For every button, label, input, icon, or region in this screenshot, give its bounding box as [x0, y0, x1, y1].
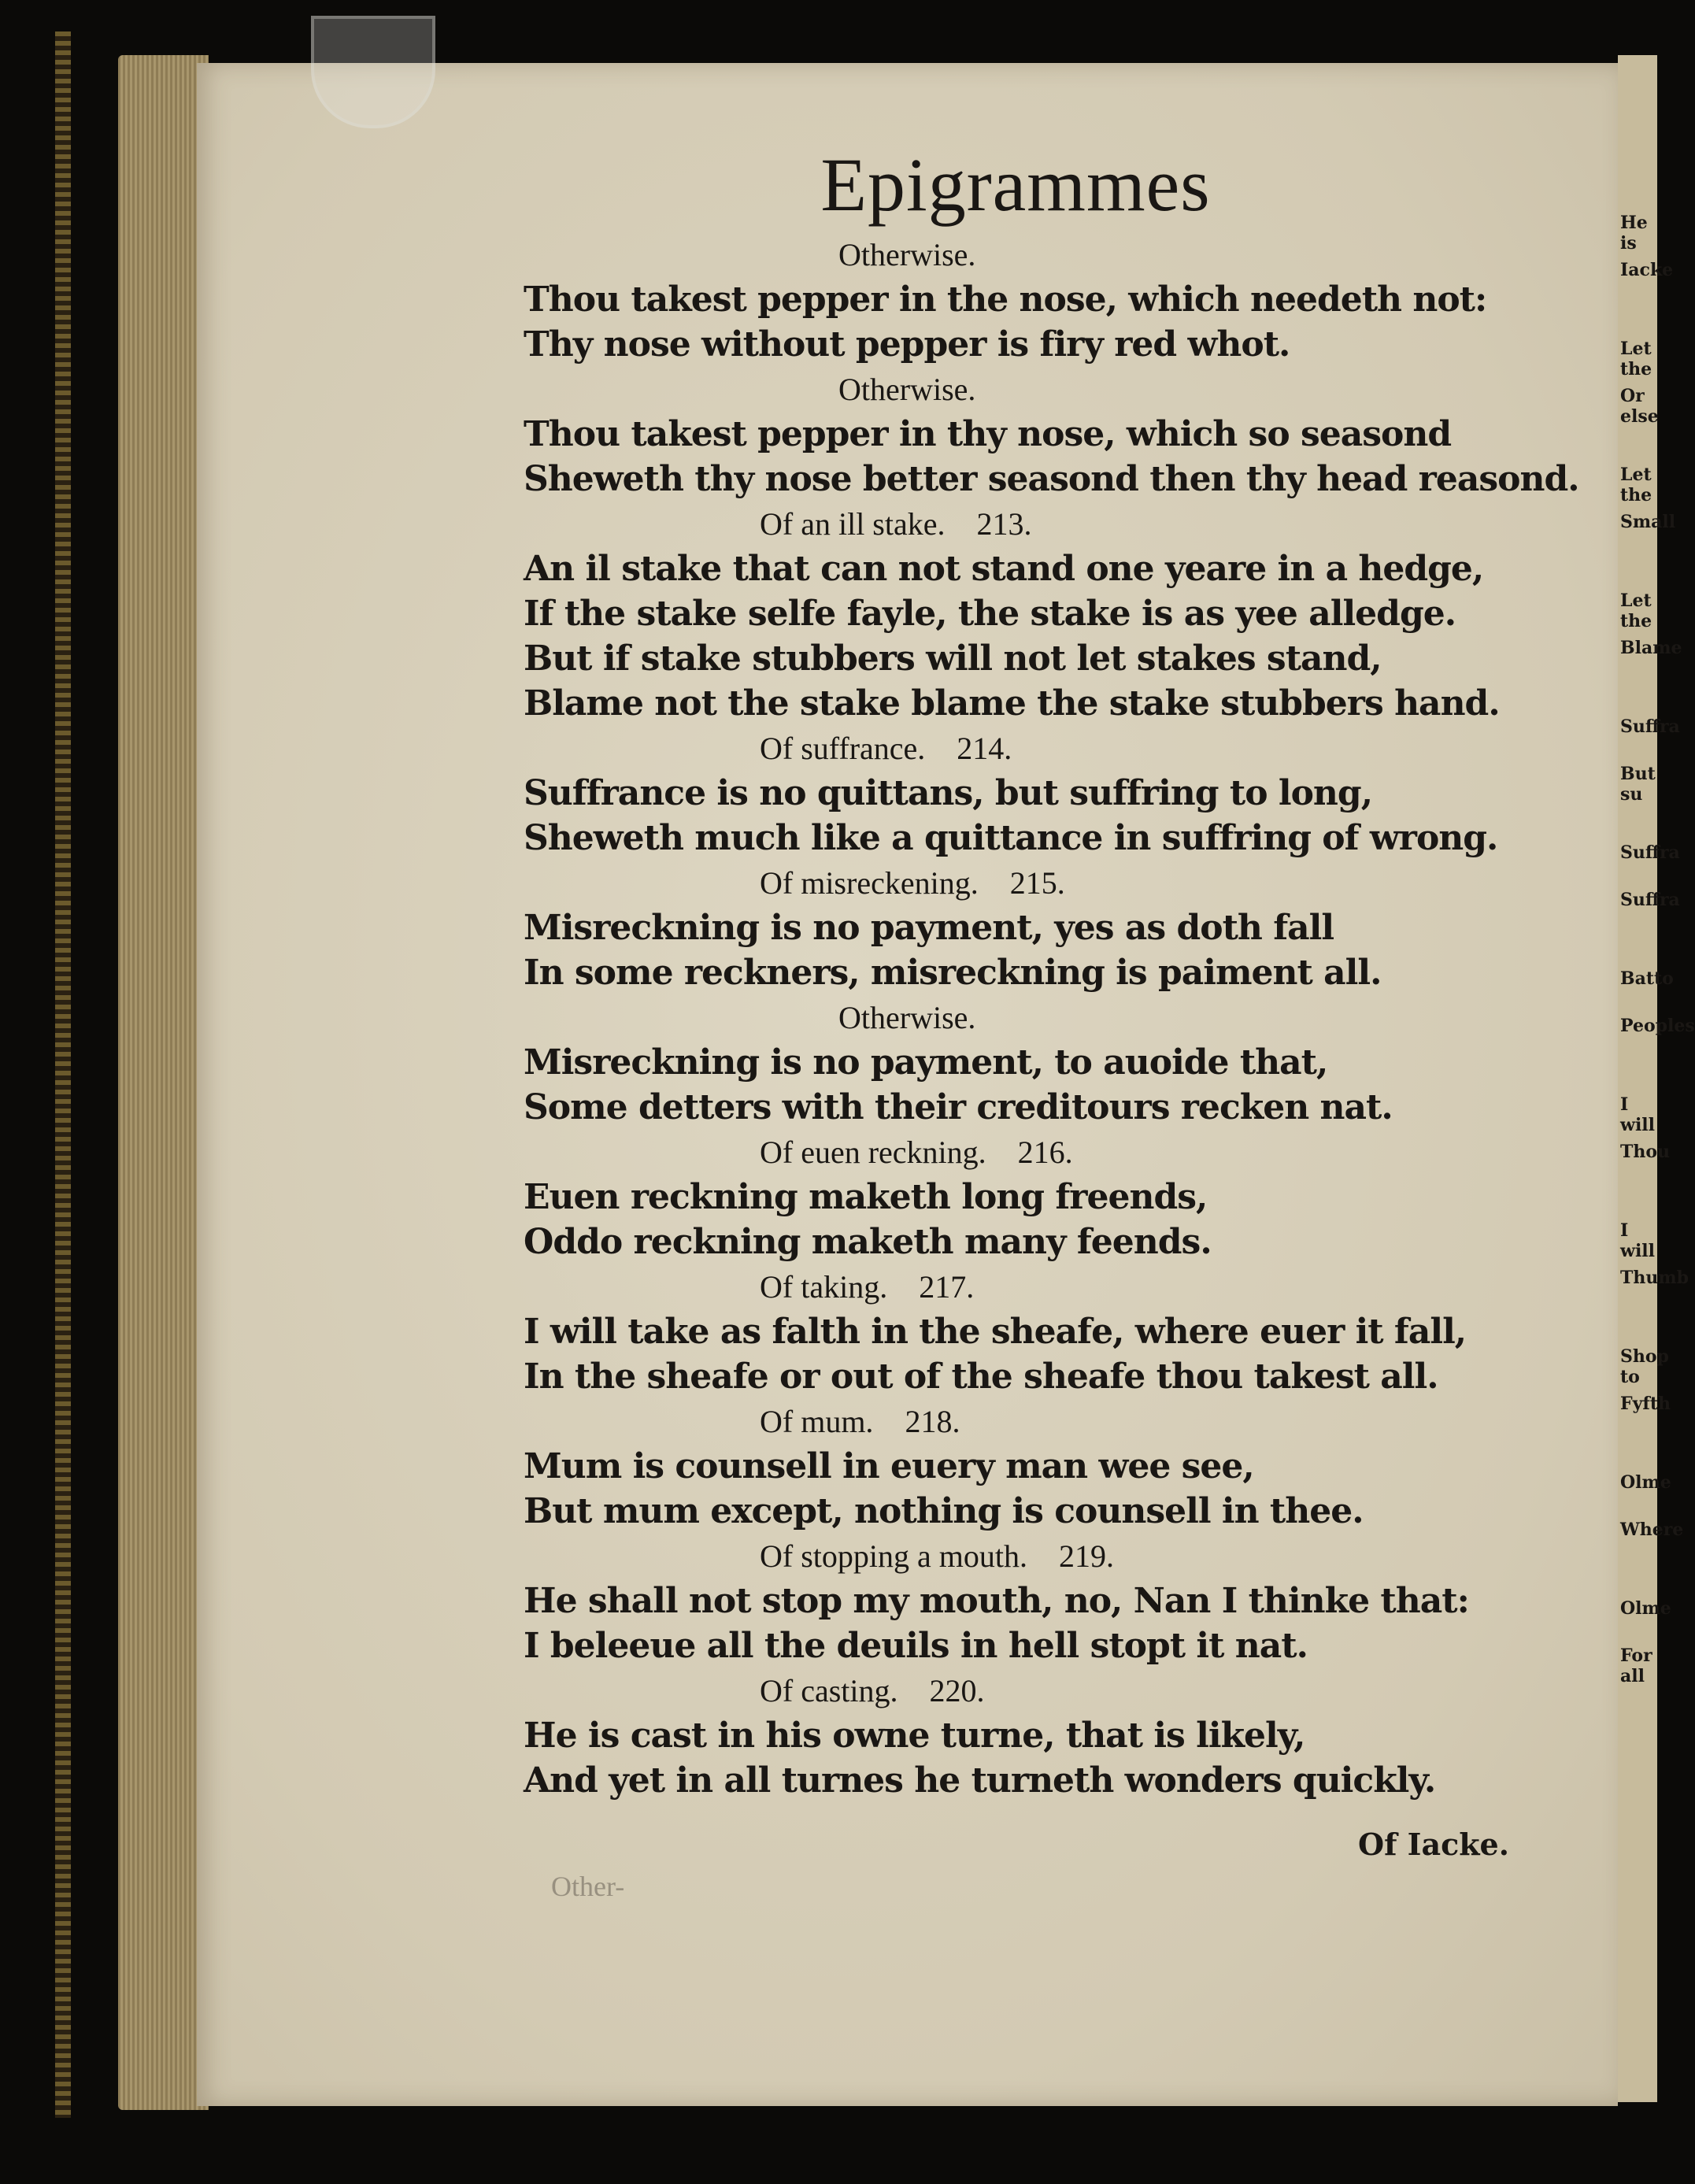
fragment-word: Olme: [1620, 1598, 1671, 1619]
epigram-heading: [524, 502, 1555, 546]
facing-page-fragment: [1620, 1472, 1684, 1598]
heading-title: Otherwise.: [838, 372, 976, 407]
facing-page-fragment: [1620, 716, 1680, 842]
fragment-word: Suffra: [1620, 716, 1680, 737]
facing-page-fragment: [1620, 339, 1659, 465]
page-text: [524, 138, 1579, 1803]
verse-line: Thy nose without pepper is firy red whot.: [524, 324, 1290, 365]
verse-line: Misreckning is no payment, yes as doth fall: [524, 908, 1334, 948]
verse-line: I beleeue all the deuils in hell stopt it nat.: [524, 1626, 1308, 1666]
verse-line: Some detters with their creditours recken nat.: [524, 1087, 1393, 1127]
epigram-heading: [524, 1534, 1555, 1579]
verse-line: In the sheafe or out of the sheafe thou takest all.: [524, 1357, 1438, 1397]
facing-page-fragment: [1620, 968, 1695, 1094]
verse-line: Oddo reckning maketh many feends.: [524, 1222, 1212, 1262]
fragment-word: Blame: [1620, 638, 1682, 658]
verse-line: Suffrance is no quittans, but suffring to long,: [524, 773, 1373, 813]
page-fore-edge: [118, 55, 209, 2110]
fragment-word: Let the: [1620, 339, 1652, 379]
verse-line: Euen reckning maketh long freends,: [524, 1177, 1208, 1217]
epigram-number: 216.: [1017, 1135, 1073, 1170]
facing-page-fragment: [1620, 1598, 1671, 1724]
verse-line: Sheweth thy nose better seasond then thy head reasond.: [524, 459, 1579, 499]
verse-line: And yet in all turnes he turneth wonders quickly.: [524, 1760, 1436, 1801]
fragment-word: Suffra: [1620, 842, 1680, 863]
heading-title: Of taking.: [760, 1269, 888, 1305]
heading-title: Of stopping a mouth.: [760, 1538, 1027, 1574]
signature-mark: Other-: [551, 1871, 625, 1902]
fragment-word: I will: [1620, 1220, 1656, 1261]
facing-page-fragment: [1620, 1094, 1671, 1220]
verse-line: Sheweth much like a quittance in suffring of wrong.: [524, 818, 1498, 858]
epigram-heading: [524, 1264, 1555, 1309]
fragment-word: I will: [1620, 1094, 1656, 1135]
fragment-word: Thumb: [1620, 1268, 1689, 1288]
fragment-word: Small: [1620, 512, 1676, 532]
epigram-heading: [524, 1399, 1555, 1444]
fragment-word: Let the: [1620, 465, 1652, 505]
fragment-word: For all: [1620, 1645, 1652, 1686]
epigram-heading: [524, 726, 1555, 771]
facing-page-fragment: [1620, 842, 1680, 968]
epigram-heading: [524, 1130, 1555, 1175]
fragment-word: He is: [1620, 213, 1648, 254]
facing-page-fragment: [1620, 1346, 1671, 1472]
fragment-word: Batto: [1620, 968, 1674, 989]
heading-title: Of suffrance.: [760, 731, 926, 766]
verse-line: But if stake stubbers will not let stakes stand,: [524, 639, 1382, 679]
verse-line: Misreckning is no payment, to auoide that,: [524, 1042, 1328, 1083]
book-spine-edge: [55, 31, 71, 2118]
epigram-heading: [524, 1668, 1555, 1713]
epigram-heading: [524, 861, 1555, 905]
heading-title: Of euen reckning.: [760, 1135, 986, 1170]
epigram-number: 217.: [919, 1269, 975, 1305]
heading-title: Of casting.: [760, 1673, 898, 1708]
epigram-number: 220.: [929, 1673, 985, 1708]
verse-line: But mum except, nothing is counsell in thee.: [524, 1491, 1364, 1531]
fragment-word: Let the: [1620, 590, 1652, 631]
heading-title: Of misreckening.: [760, 865, 979, 901]
verse-line: An il stake that can not stand one yeare in a hedge,: [524, 549, 1484, 589]
verse-line: I will take as falth in the sheafe, where euer it fall,: [524, 1312, 1467, 1352]
epigram-number: 215.: [1009, 865, 1065, 901]
fragment-word: Iacke: [1620, 260, 1674, 280]
verse-line: Thou takest pepper in the nose, which needeth not:: [524, 279, 1487, 320]
fragment-word: Shop to: [1620, 1346, 1669, 1387]
heading-title: Otherwise.: [838, 1000, 976, 1035]
heading-title: Of mum.: [760, 1404, 874, 1439]
facing-page-fragment: [1620, 1220, 1689, 1346]
verse-lines: [524, 232, 1579, 1803]
running-head: Epigrammes: [820, 143, 1211, 227]
epigram-heading: [524, 995, 1555, 1040]
verse-line: He is cast in his owne turne, that is likely,: [524, 1716, 1305, 1756]
verse-line: Thou takest pepper in thy nose, which so seasond: [524, 414, 1452, 454]
fragment-word: But su: [1620, 764, 1656, 805]
epigram-heading: [524, 232, 1555, 277]
epigram-number: 219.: [1058, 1538, 1114, 1574]
fragment-word: Peoples: [1620, 1016, 1695, 1036]
fragment-word: Where: [1620, 1520, 1684, 1540]
facing-page-fragment: [1620, 213, 1674, 339]
fragment-word: Thou: [1620, 1142, 1671, 1162]
facing-page-fragment: [1620, 465, 1676, 590]
verse-line: Blame not the stake blame the stake stubbers hand.: [524, 683, 1500, 724]
fragment-word: Or else: [1620, 386, 1659, 427]
fragment-word: Suffra: [1620, 890, 1680, 910]
verse-line: Mum is counsell in euery man wee see,: [524, 1446, 1254, 1486]
verse-line: In some reckners, misreckning is paiment all.: [524, 953, 1382, 993]
verse-line: He shall not stop my mouth, no, Nan I thinke that:: [524, 1581, 1469, 1621]
epigram-number: 218.: [905, 1404, 960, 1439]
fragment-word: Fyfth: [1620, 1394, 1671, 1414]
heading-title: Otherwise.: [838, 237, 976, 272]
epigram-heading: [524, 367, 1555, 412]
page-clip: [311, 16, 435, 128]
verse-line: If the stake selfe fayle, the stake is as yee alledge.: [524, 594, 1456, 634]
facing-page-text: [1620, 213, 1695, 1724]
catchword: Of Iacke.: [1358, 1827, 1509, 1862]
heading-title: Of an ill stake.: [760, 506, 946, 542]
epigram-number: 214.: [957, 731, 1012, 766]
facing-page-fragment: [1620, 590, 1682, 716]
epigram-number: 213.: [976, 506, 1032, 542]
fragment-word: Olme: [1620, 1472, 1671, 1493]
